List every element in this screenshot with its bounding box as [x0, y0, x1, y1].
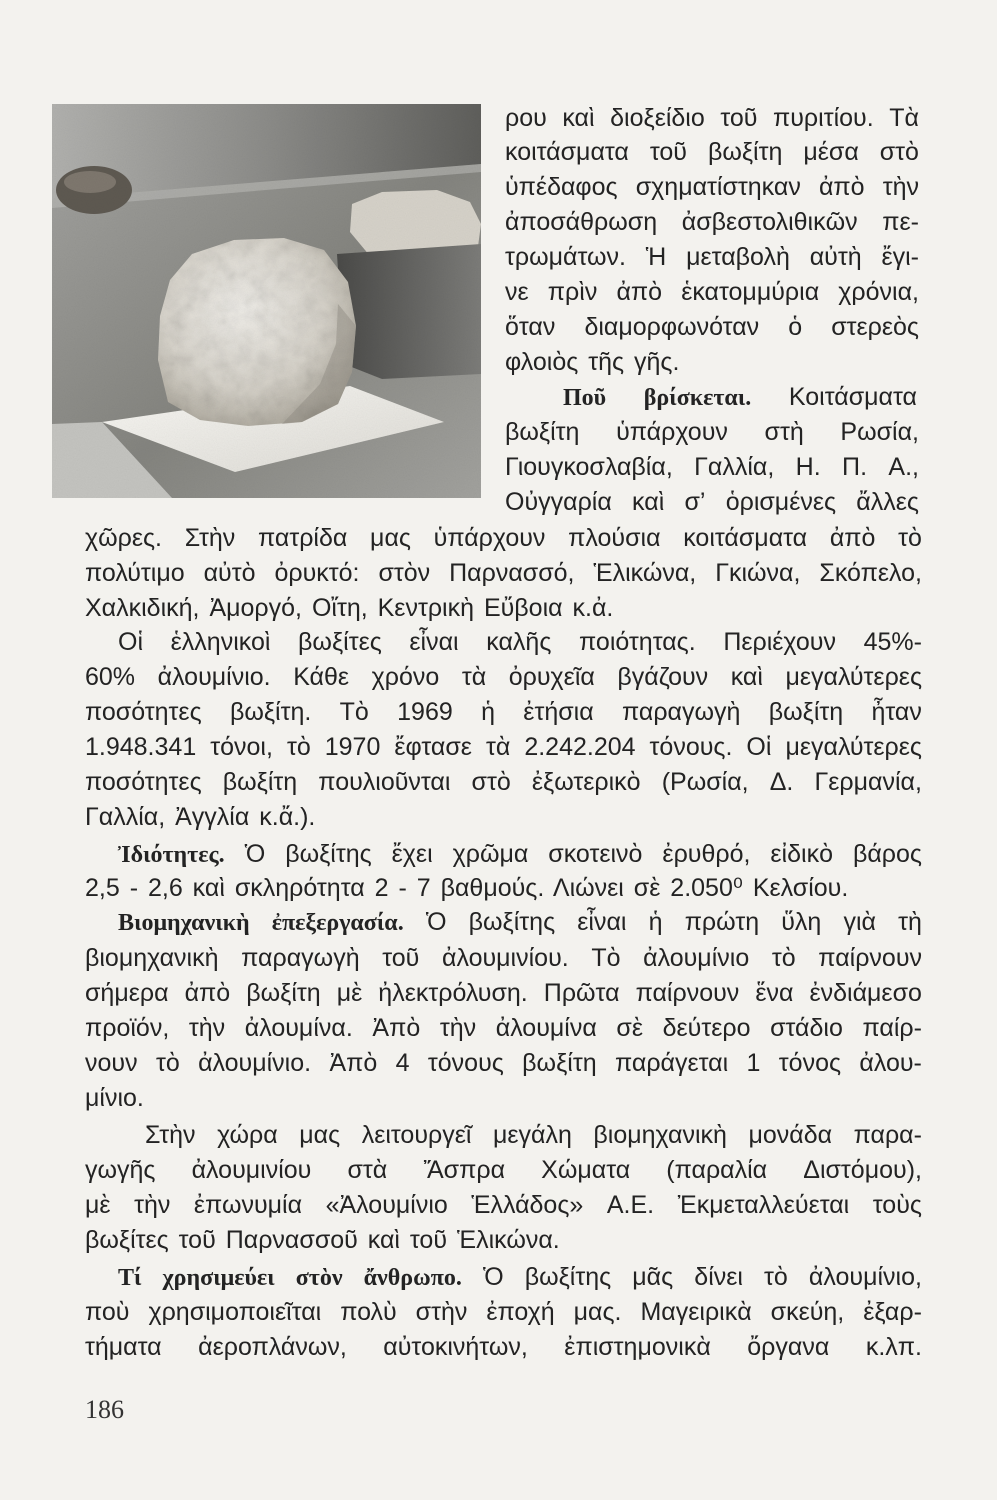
text-line — [85, 1295, 922, 1329]
word: 4 — [395, 1049, 410, 1077]
word: βρίσκεται. — [643, 385, 752, 411]
word: τὴν — [134, 1191, 171, 1219]
word: τὴ — [898, 908, 922, 936]
word: Σκόπελο, — [819, 559, 922, 587]
word: Ἄσπρα — [423, 1156, 506, 1184]
word: ὕλη — [781, 908, 822, 936]
word: ἀσβεστολιθικῶν — [681, 208, 858, 236]
word: ἡ — [481, 698, 495, 726]
word: βωξίτη — [246, 979, 321, 1007]
word: τοῦ — [720, 104, 758, 132]
word: τοὺς — [872, 1191, 922, 1219]
word: βωξίτη — [768, 698, 844, 726]
word: ἑκατομμύρια — [681, 278, 820, 306]
word: τὸ — [155, 1049, 180, 1077]
word: ἐπωνυμία — [193, 1191, 303, 1219]
text-line — [505, 240, 919, 274]
word: νε — [505, 278, 529, 306]
text-line — [85, 976, 922, 1010]
word: Χώματα — [541, 1156, 631, 1184]
word: ὑπάρχουν — [433, 524, 546, 552]
word: ἐποχή — [486, 1298, 555, 1326]
bauxite-photo — [52, 104, 481, 498]
word: Τὰ — [889, 104, 919, 132]
word: βωξίτη — [707, 138, 783, 166]
word: ποσότητες — [85, 768, 202, 796]
word: κοιτάσματα — [505, 138, 629, 166]
word: καλῆς — [486, 628, 552, 656]
word: τόνους. — [649, 733, 733, 761]
text-line — [85, 1046, 922, 1080]
word: πολύτιμο — [85, 559, 185, 587]
text-line: Γαλλία, Ἀγγλία κ.ἄ.). — [85, 803, 316, 831]
word: τόνος — [778, 1049, 842, 1077]
word: στὴ — [764, 418, 804, 446]
word: ἀποσάθρωση — [505, 208, 658, 236]
text-line: βωξίτες τοῦ Παρνασσοῦ καὶ τοῦ Ἑλικώνα. — [85, 1226, 560, 1254]
word: πε- — [882, 208, 919, 236]
word: γιὰ — [843, 908, 876, 936]
word: εἶναι — [577, 908, 627, 936]
text-line — [505, 170, 919, 204]
word: πρὶν — [547, 278, 598, 306]
word: γωγῆς — [85, 1156, 156, 1184]
word: στάδιο — [770, 1014, 843, 1042]
word: σὲ — [616, 1014, 643, 1042]
word: τὴν — [439, 1014, 477, 1042]
word: τὰ — [461, 663, 487, 691]
text-line — [505, 275, 919, 309]
word: Γκιώνα, — [715, 559, 801, 587]
word: καὶ — [632, 488, 665, 516]
word: παράγεται — [614, 1049, 729, 1077]
word: χρησιμοποιεῖται — [148, 1298, 322, 1326]
word: τὸ — [286, 733, 311, 761]
word: ἀλουμίνα. — [244, 1014, 353, 1042]
word: Α., — [888, 453, 919, 481]
word: Τί — [118, 1265, 142, 1291]
word: 45%- — [863, 628, 922, 656]
text-line — [505, 415, 919, 449]
word: σ’ — [684, 488, 706, 516]
text-line — [118, 905, 922, 939]
word: χρόνια, — [838, 278, 919, 306]
word: σχηματίστηκαν — [635, 173, 801, 201]
word: καὶ — [562, 104, 595, 132]
word: τὰ — [485, 733, 511, 761]
word: ποὺ — [85, 1298, 130, 1326]
word: αὐτοκινήτων, — [383, 1333, 528, 1361]
word: βγάζουν — [617, 663, 709, 691]
word: ἐτήσια — [523, 698, 594, 726]
word: σκοτεινὸ — [548, 840, 643, 868]
word: 1.948.341 — [85, 733, 197, 761]
text-line — [85, 765, 922, 799]
word: χώρα — [217, 1121, 278, 1149]
word: ἀλουμινίου — [191, 1156, 312, 1184]
word: βωξίτη — [222, 768, 298, 796]
word: ἐξωτερικὸ — [531, 768, 641, 796]
word: χῶρες. — [85, 524, 163, 552]
word: ὀρυχεῖα — [508, 663, 595, 691]
word: παίρνουν — [818, 944, 922, 972]
word: ἠλεκτρόλυση. — [378, 979, 528, 1007]
word: ἀλουμινίου. — [442, 944, 569, 972]
text-line — [505, 450, 919, 484]
word: ἀλουμίνα — [495, 1014, 597, 1042]
word: ὄργανα — [747, 1333, 830, 1361]
word: ἦταν — [871, 698, 922, 726]
word: τρωμάτων. — [505, 243, 626, 271]
word: διοξείδιο — [610, 104, 705, 132]
text-line — [85, 941, 922, 975]
text-line — [145, 1118, 922, 1152]
word: Οὐγγαρία — [505, 488, 612, 516]
word: Ἀπὸ — [329, 1049, 378, 1077]
word: Π. — [842, 453, 868, 481]
word: μὲ — [85, 1191, 111, 1219]
word: Οἱ — [746, 733, 772, 761]
word: Τὸ — [339, 698, 369, 726]
word: στὰ — [347, 1156, 388, 1184]
word: 60% — [85, 663, 136, 691]
text-line: φλοιὸς τῆς γῆς. — [505, 348, 680, 376]
word: βωξίτης — [468, 908, 556, 936]
word: ἀλουμίνιο. — [198, 1049, 312, 1077]
word: πρώτη — [684, 908, 760, 936]
page-number: 186 — [85, 1395, 124, 1424]
word: παίρ- — [862, 1014, 922, 1042]
word: μᾶς — [632, 1263, 674, 1291]
word: στερεὸς — [831, 313, 919, 341]
word: Ὁ — [482, 1263, 504, 1291]
word: Ἑλλάδος» — [471, 1191, 584, 1219]
text-line — [85, 1188, 922, 1222]
word: ἄνθρωπο. — [363, 1265, 462, 1291]
word: χρόνο — [371, 663, 440, 691]
word: Οἱ — [118, 628, 143, 656]
word: ὑπάρχουν — [616, 418, 728, 446]
word: βωξίτης — [524, 1263, 612, 1291]
text-line: 2,5 - 2,6 καὶ σκληρότητα 2 - 7 βαθμούς. Λιώνει σὲ 2.050⁰ Κελσίου. — [85, 874, 849, 902]
word: ὑπέδαφος — [505, 173, 618, 201]
word: μας. — [573, 1298, 622, 1326]
word: ἀεροπλάνων, — [198, 1333, 347, 1361]
text-line — [505, 205, 919, 239]
word: Τὸ — [591, 944, 621, 972]
word: εἶναι — [409, 628, 459, 656]
word: βάρος — [852, 840, 922, 868]
word: ἐξαρ- — [863, 1298, 922, 1326]
word: ρου — [505, 104, 547, 132]
word: τόνους — [427, 1049, 504, 1077]
word: τοῦ — [382, 944, 420, 972]
word: 1969 — [397, 698, 453, 726]
word: ὁ — [788, 313, 803, 341]
word: ἐρυθρό, — [662, 840, 751, 868]
word: βωξίτη — [522, 1049, 597, 1077]
word: εἰδικὸ — [770, 840, 833, 868]
word: διαμορφωνόταν — [584, 313, 760, 341]
word: ἀπὸ — [616, 278, 663, 306]
word: Ὁ — [244, 840, 266, 868]
word: ἀλουμίνιο — [643, 944, 750, 972]
text-line: μίνιο. — [85, 1084, 144, 1112]
word: ἀπὸ — [184, 979, 231, 1007]
text-line — [85, 695, 922, 729]
word: νουν — [85, 1049, 138, 1077]
word: καὶ — [730, 663, 763, 691]
text-line — [505, 485, 919, 519]
text-line — [85, 556, 922, 590]
word: μας — [370, 524, 411, 552]
text-line — [118, 625, 922, 659]
text-line — [85, 1153, 922, 1187]
word: πατρίδα — [257, 524, 348, 552]
word: «Ἀλουμίνιο — [325, 1191, 448, 1219]
word: Διστόμου), — [803, 1156, 922, 1184]
word: αὐτὴ — [809, 243, 862, 271]
text-line — [85, 521, 922, 555]
word: τήματα — [85, 1333, 162, 1361]
word: τὸ — [764, 1263, 788, 1291]
word: τὴν — [188, 1014, 226, 1042]
word: Γαλλία, — [694, 453, 775, 481]
word: Μαγειρικὰ — [640, 1298, 752, 1326]
word: τὸ — [898, 524, 922, 552]
word: βωξίτη — [505, 418, 580, 446]
word: 1 — [746, 1049, 761, 1077]
word: παρα- — [853, 1121, 922, 1149]
word: σήμερα — [85, 979, 169, 1007]
word: ὅταν — [505, 313, 556, 341]
word: ἐπιστημονικὰ — [564, 1333, 711, 1361]
word: βιομηχανικὴ — [85, 944, 219, 972]
word: (Ρωσία, — [661, 768, 749, 796]
word: μεγαλύτερες — [785, 663, 922, 691]
word: Στὴν — [184, 524, 236, 552]
word: Πρῶτα — [543, 979, 620, 1007]
word: Δ. — [769, 768, 794, 796]
text-line — [118, 1260, 922, 1294]
word: πολὺ — [340, 1298, 397, 1326]
word: ἀλουμίνιο, — [808, 1263, 922, 1291]
word: ἡ — [648, 908, 663, 936]
word: πυριτίου. — [773, 104, 874, 132]
word: τὸ — [771, 944, 796, 972]
word: ἀπὸ — [818, 173, 865, 201]
word: λειτουργεῖ — [361, 1121, 472, 1149]
text-line — [85, 1011, 922, 1045]
word: τόνοι, — [210, 733, 273, 761]
word: ὁρισμένες — [725, 488, 837, 516]
word: στὴν — [415, 1298, 468, 1326]
word: Στὴν — [145, 1121, 196, 1149]
word: πουλιοῦνται — [318, 768, 451, 796]
text-line — [505, 310, 919, 344]
text-line: Χαλκιδική, Ἀμοργό, Οἴτη, Κεντρικὴ Εὔβοια κ.ἀ. — [85, 594, 614, 622]
word: Ἡ — [645, 243, 667, 271]
word: στὸν — [378, 559, 431, 587]
word: χρῶμα — [452, 840, 529, 868]
word: μεταβολὴ — [686, 243, 790, 271]
word: βωξίτη. — [229, 698, 312, 726]
word: παραγωγὴ — [621, 698, 741, 726]
word: ἑλληνικοὶ — [170, 628, 271, 656]
word: Παρνασσό, — [449, 559, 575, 587]
word: Βιομηχανικὴ — [118, 910, 250, 936]
word: προϊόν, — [85, 1014, 170, 1042]
word: Κάθε — [293, 663, 350, 691]
text-line — [505, 101, 919, 135]
word: μονάδα — [748, 1121, 833, 1149]
word: μεγάλη — [492, 1121, 572, 1149]
text-line — [85, 660, 922, 694]
word: Ὁ — [425, 908, 447, 936]
word: 2.242.204 — [524, 733, 636, 761]
text-line — [85, 1330, 922, 1364]
word: δεύτερο — [662, 1014, 751, 1042]
word: Ἐκμεταλλεύεται — [677, 1191, 850, 1219]
text-line — [85, 730, 922, 764]
word: παραγωγὴ — [241, 944, 360, 972]
word: ἐπεξεργασία. — [271, 910, 404, 936]
word: Ρωσία, — [840, 418, 919, 446]
word: Ἰδιότητες. — [118, 842, 225, 868]
text-line — [505, 135, 919, 169]
word: αὐτὸ — [203, 559, 256, 587]
word: πλούσια — [568, 524, 661, 552]
text-line — [118, 837, 922, 871]
word: μεγαλύτερες — [785, 733, 922, 761]
word: (παραλία — [666, 1156, 768, 1184]
word: ποιότητας. — [579, 628, 696, 656]
text-line — [563, 380, 917, 414]
word: βωξίτης — [285, 840, 372, 868]
word: κ.λπ. — [865, 1333, 922, 1361]
word: Κοιτάσματα — [788, 383, 917, 411]
word: μέσα — [803, 138, 859, 166]
word: ἔφτασε — [394, 733, 472, 761]
word: παίρνουν — [635, 979, 740, 1007]
word: Ἀπὸ — [372, 1014, 421, 1042]
word: μας — [299, 1121, 341, 1149]
word: Περιέχουν — [723, 628, 836, 656]
word: χρησιμεύει — [162, 1265, 275, 1291]
word: μὲ — [336, 979, 363, 1007]
word: στὸν — [295, 1265, 343, 1291]
word: ἔχει — [391, 840, 433, 868]
word: Γιουγκοσλαβία, — [505, 453, 673, 481]
word: ἕνα — [755, 979, 794, 1007]
word: δίνει — [694, 1263, 743, 1291]
word: Γερμανία, — [814, 768, 922, 796]
word: ἀπὸ — [829, 524, 876, 552]
word: Η. — [795, 453, 821, 481]
word: στὸ — [471, 768, 511, 796]
word: τὴν — [882, 173, 919, 201]
word: ἔγι- — [881, 243, 919, 271]
word: στὸ — [879, 138, 919, 166]
word: ἐνδιάμεσο — [809, 979, 922, 1007]
word: τοῦ — [649, 138, 687, 166]
word: ὀρυκτό: — [274, 559, 360, 587]
word: Ποῦ — [563, 385, 607, 411]
word: Α.Ε. — [606, 1191, 655, 1219]
word: κοιτάσματα — [683, 524, 808, 552]
word: ἄλλες — [856, 488, 919, 516]
word: Ἑλικώνα, — [593, 559, 697, 587]
word: βιομηχανικὴ — [593, 1121, 727, 1149]
word: ἀλου- — [859, 1049, 922, 1077]
word: σκεύη, — [770, 1298, 845, 1326]
word: 1970 — [324, 733, 381, 761]
word: ἀλουμίνιο. — [157, 663, 271, 691]
word: ποσότητες — [85, 698, 202, 726]
word: βωξίτες — [298, 628, 382, 656]
